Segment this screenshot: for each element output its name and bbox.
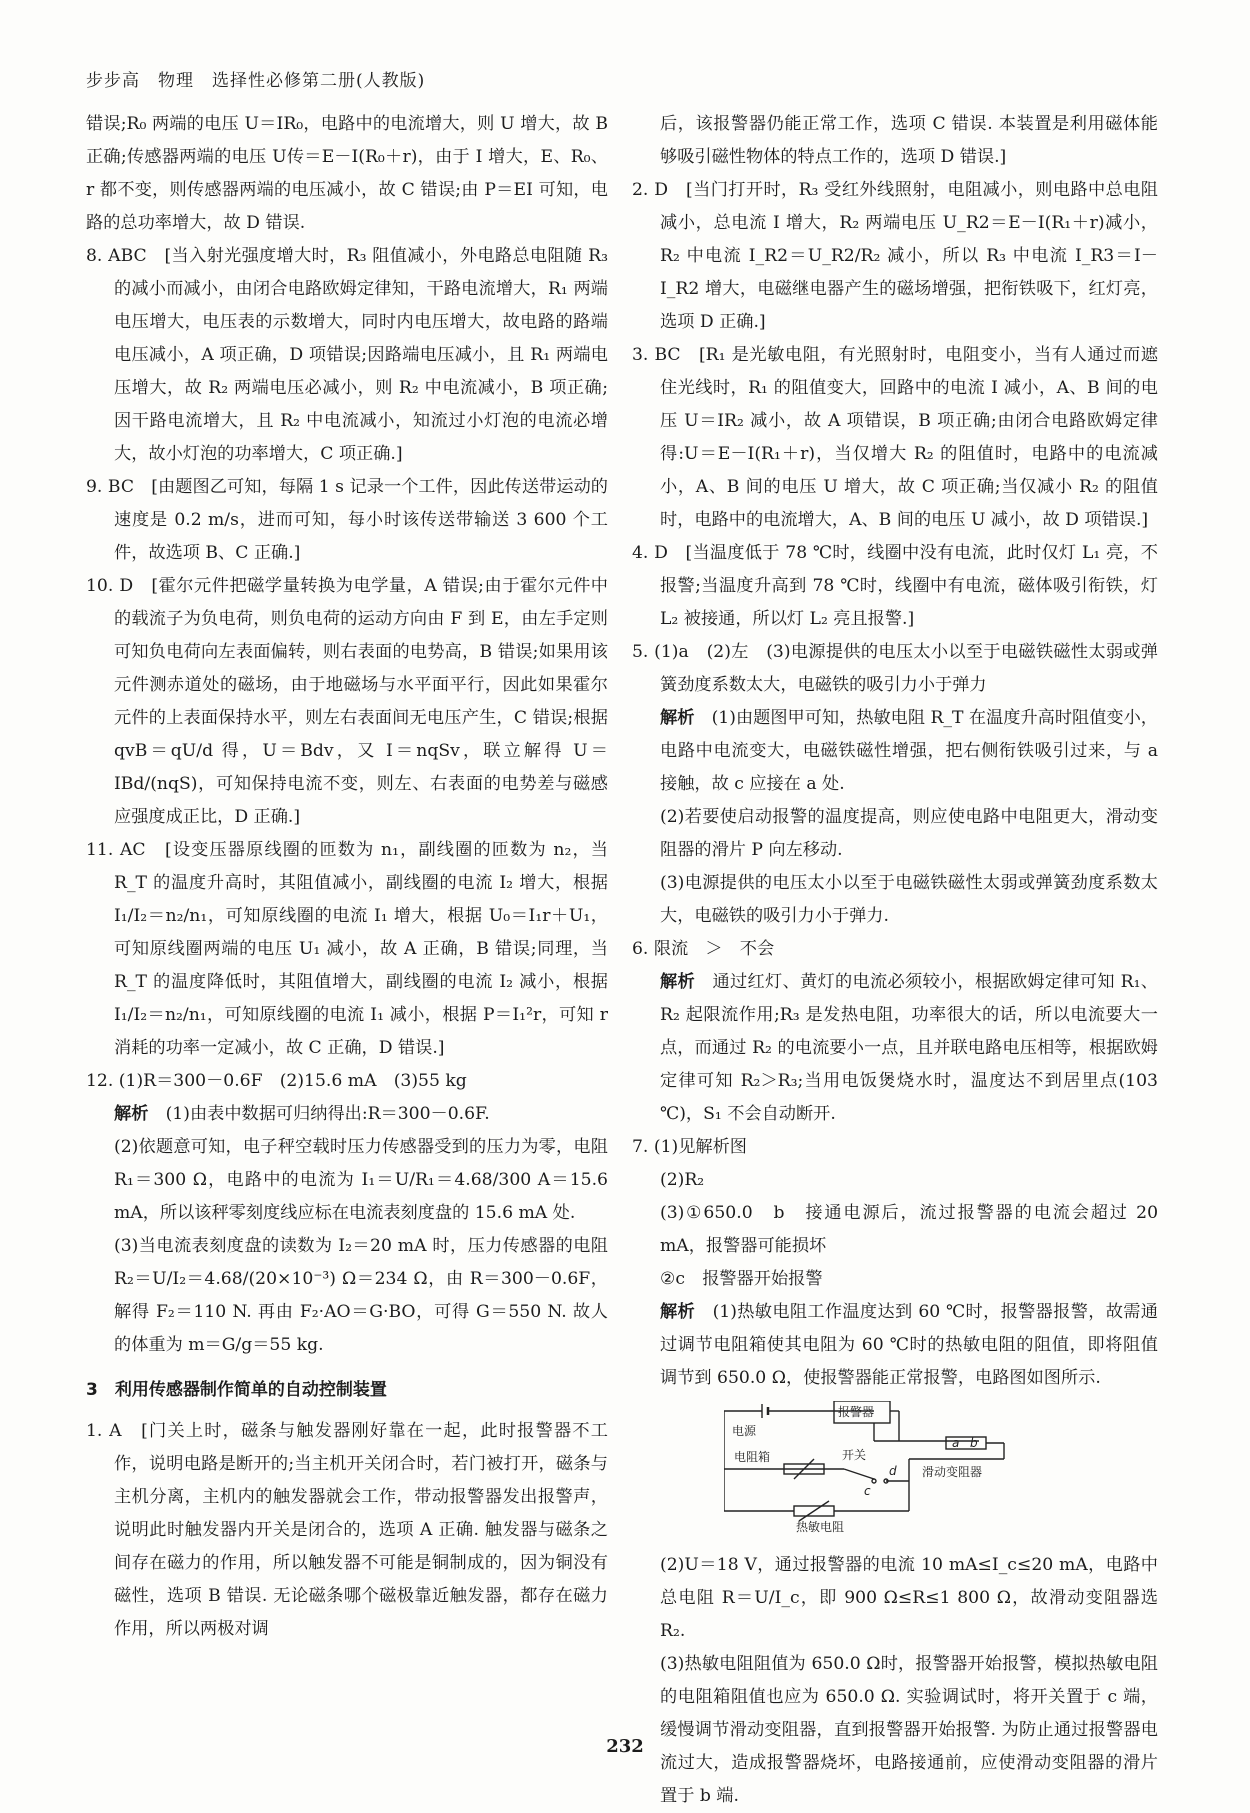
- right-column: [632, 108, 1158, 1813]
- answer-3: 3. BC [R₁ 是光敏电阻，有光照射时，电阻变小，当有人通过而遮住光线时，R₁ 的阻值变大，回路中的电流 I 减小，A、B 间的电压 U＝IR₂ 减小，故 A 项错误，B 项正确;由闭合电路欧姆定律得:U＝E－I(R₁＋r)，当仅增大 R₂ 的阻值时，电路中的电流减小，A、B 间的电压 U 增大，故 C 项正确;当仅减小 R₂ 的阻值时，电路中的电流增大，A、B 间的电压 U 减小，故 D 项错误.]: [632, 345, 1158, 530]
- answer-7: 7. (1)见解析图: [632, 1137, 747, 1157]
- section3-answer-1: 1. A [门关上时，磁条与触发器刚好靠在一起，此时报警器不工作，说明电路是断开的;当主机开关闭合时，若门被打开，磁条与主机分离，主机内的触发器就会工作，带动报警器发出报警声，说明此时触发器内开关是闭合的，选项 A 正确. 触发器与磁条之间存在磁力的作用，所以触发器不可能是铜制成的，因为铜没有磁性，选项 B 错误. 无论磁条哪个磁极靠近触发器，都存在磁力作用，所以两极对调: [86, 1421, 608, 1639]
- analysis-text: (1)由题图甲可知，热敏电阻 R_T 在温度升高时阻值变小，电路中电流变大，电磁铁磁性增强，把右侧衔铁吸引过来，与 a 接触，故 c 应接在 a 处.: [660, 708, 1158, 794]
- page-number: 232: [606, 1736, 644, 1757]
- analysis-label: 解析: [660, 708, 695, 728]
- answer-4: 4. D [当温度低于 78 ℃时，线圈中没有电流，此时仅灯 L₁ 亮，不报警;当温度升高到 78 ℃时，线圈中有电流，磁体吸引衔铁，灯 L₂ 被接通，所以灯 L₂ 亮且报警.]: [632, 543, 1158, 629]
- analysis-7-1: [632, 1296, 1158, 1395]
- analysis-5-3: (3)电源提供的电压太小以至于电磁铁磁性太弱或弹簧劲度系数太大，电磁铁的吸引力小于弹力.: [660, 873, 1158, 926]
- analysis-12-2: (2)依题意可知，电子秤空载时压力传感器受到的压力为零，电阻 R₁＝300 Ω，电路中的电流为 I₁＝U/R₁＝4.68/300 A＝15.6 mA，所以该秤零刻度线应标在电流表刻度盘的 15.6 mA 处.: [114, 1137, 608, 1223]
- circuit-diagram: [724, 1401, 1024, 1533]
- continued-paragraph: 错误;R₀ 两端的电压 U＝IR₀，电路中的电流增大，则 U 增大，故 B 正确;传感器两端的电压 U传＝E－I(R₀＋r)，由于 I 增大，E、R₀、r 都不变，则传感器两端的电压减小，故 C 错误;由 P＝EI 可知，电路的总功率增大，故 D 错误.: [86, 114, 608, 233]
- analysis-5-2: (2)若要使启动报警的温度提高，则应使电路中电阻更大，滑动变阻器的滑片 P 向左移动.: [660, 807, 1158, 860]
- answer-6: 6. 限流 ＞ 不会: [632, 939, 775, 959]
- answer-8: 8. ABC [当入射光强度增大时，R₃ 阻值减小，外电路总电阻随 R₃ 的减小而减小，由闭合电路欧姆定律知，干路电流增大，R₁ 两端电压增大，电压表的示数增大，同时内电压增大，故电路的路端电压减小，A 项正确，D 项错误;因路端电压减小，且 R₁ 两端电压增大，故 R₂ 两端电压必减小，则 R₂ 中电流减小，B 项正确;因干路电流增大，且 R₂ 中电流减小，知流过小灯泡的电流必增大，故小灯泡的功率增大，C 项正确.]: [86, 246, 608, 464]
- label-c: c: [864, 1484, 871, 1498]
- answer-2: 2. D [当门打开时，R₃ 受红外线照射，电阻减小，则电路中总电阻减小，总电流 I 增大，R₂ 两端电压 U_R2＝E－I(R₁＋r)减小，R₂ 中电流 I_R2＝U_R2/R₂ 减小，所以 R₃ 中电流 I_R3＝I－I_R2 增大，电磁继电器产生的磁场增强，把衔铁吸下，红灯亮，选项 D 正确.]: [632, 180, 1158, 332]
- answer-9: 9. BC [由题图乙可知，每隔 1 s 记录一个工件，因此传送带运动的速度是 0.2 m/s，进而可知，每小时该传送带输送 3 600 个工件，故选项 B、C 正确.]: [86, 477, 608, 563]
- analysis-text: 通过红灯、黄灯的电流必须较小，根据欧姆定律可知 R₁、R₂ 起限流作用;R₃ 是发热电阻，功率很大的话，所以电流要大一点，而通过 R₂ 的电流要小一点，且并联电路电压相等，根据欧姆定律可知 R₂＞R₃;当用电饭煲烧水时，温度达不到居里点(103 ℃)，S₁ 不会自动断开.: [660, 972, 1158, 1124]
- analysis-12-3: (3)当电流表刻度盘的读数为 I₂＝20 mA 时，压力传感器的电阻 R₂＝U/I₂＝4.68/(20×10⁻³) Ω＝234 Ω，由 R＝300－0.6F，解得 F₂＝110 N. 再由 F₂·AO＝G·BO，可得 G＝550 N. 故人的体重为 m＝G/g＝55 kg.: [114, 1236, 608, 1355]
- analysis-text: (1)热敏电阻工作温度达到 60 ℃时，报警器报警，故需通过调节电阻箱使其电阻为 60 ℃时的热敏电阻的阻值，即将阻值调节到 650.0 Ω，使报警器能正常报警，电路图如图所示.: [660, 1302, 1158, 1388]
- label-box: 电阻箱: [734, 1450, 771, 1464]
- label-a: a: [952, 1436, 960, 1450]
- page-header: 步步高 物理 选择性必修第二册(人教版): [86, 71, 426, 91]
- analysis-label: 解析: [660, 1302, 696, 1322]
- left-column: [86, 108, 608, 1646]
- answer-7-3: (3)①650.0 b 接通电源后，流过报警器的电流会超过 20 mA，报警器可能损坏: [660, 1203, 1158, 1256]
- label-thermistor: 热敏电阻: [796, 1520, 845, 1533]
- label-switch: 开关: [842, 1448, 867, 1462]
- label-rheostat: 滑动变阻器: [922, 1465, 983, 1479]
- analysis-label: 解析: [114, 1104, 149, 1124]
- label-d: d: [889, 1464, 897, 1478]
- section-title: 3 利用传感器制作简单的自动控制装置: [86, 1380, 387, 1400]
- analysis-7-3: (3)热敏电阻阻值为 650.0 Ω时，报警器开始报警，模拟热敏电阻的电阻箱阻值也应为 650.0 Ω. 实验调试时，将开关置于 c 端，缓慢调节滑动变阻器，直到报警器开始报警. 为防止通过报警器电流过大，造成报警器烧坏，电路接通前，应使滑动变阻器的滑片置于 b 端.: [660, 1654, 1158, 1806]
- label-source: 电源: [732, 1424, 757, 1438]
- analysis-7-2: (2)U＝18 V，通过报警器的电流 10 mA≤I_c≤20 mA，电路中总电阻 R＝U/I_c，即 900 Ω≤R≤1 800 Ω，故滑动变阻器选 R₂.: [660, 1555, 1158, 1641]
- continued-paragraph-right: 后，该报警器仍能正常工作，选项 C 错误. 本装置是利用磁体能够吸引磁性物体的特点工作的，选项 D 错误.]: [660, 114, 1158, 167]
- answer-11: 11. AC [设变压器原线圈的匝数为 n₁，副线圈的匝数为 n₂，当 R_T 的温度升高时，其阻值减小，副线圈的电流 I₂ 增大，根据 I₁/I₂＝n₂/n₁，可知原线圈的电流 I₁ 增大，根据 U₀＝I₁r＋U₁，可知原线圈两端的电压 U₁ 减小，故 A 正确，B 错误;同理，当 R_T 的温度降低时，其阻值增大，副线圈的电流 I₂ 减小，根据 I₁/I₂＝n₂/n₁，可知原线圈的电流 I₁ 减小，根据 P＝I₁²r，可知 r 消耗的功率一定减小，故 C 正确，D 错误.]: [86, 840, 608, 1058]
- label-alarm: 报警器: [838, 1405, 875, 1419]
- answer-10: 10. D [霍尔元件把磁学量转换为电学量，A 错误;由于霍尔元件中的载流子为负电荷，则负电荷的运动方向由 F 到 E，由左手定则可知负电荷向左表面偏转，则右表面的电势高，B 错误;如果用该元件测赤道处的磁场，由于地磁场与水平面平行，因此如果霍尔元件的上表面保持水平，则左右表面间无电压产生，C 错误;根据 qvB＝qU/d 得，U＝Bdv，又 I＝nqSv，联立解得 U＝IBd/(nqS)，可知保持电流不变，则左、右表面的电势差与磁感应强度成正比，D 正确.]: [86, 576, 608, 827]
- analysis-5-1: [632, 702, 1158, 801]
- answer-5: 5. (1)a (2)左 (3)电源提供的电压太小以至于电磁铁磁性太弱或弹簧劲度系数太大，电磁铁的吸引力小于弹力: [632, 642, 1158, 695]
- label-b: b: [970, 1436, 978, 1450]
- analysis-text: (1)由表中数据可归纳得出:R＝300－0.6F.: [165, 1104, 490, 1124]
- analysis-label: 解析: [660, 972, 695, 992]
- answer-7-3b: ②c 报警器开始报警: [660, 1269, 823, 1289]
- analysis-12-1: [86, 1098, 608, 1131]
- analysis-6: [632, 966, 1158, 1131]
- answer-7-2: (2)R₂: [660, 1170, 705, 1190]
- answer-12: 12. (1)R＝300－0.6F (2)15.6 mA (3)55 kg: [86, 1071, 467, 1091]
